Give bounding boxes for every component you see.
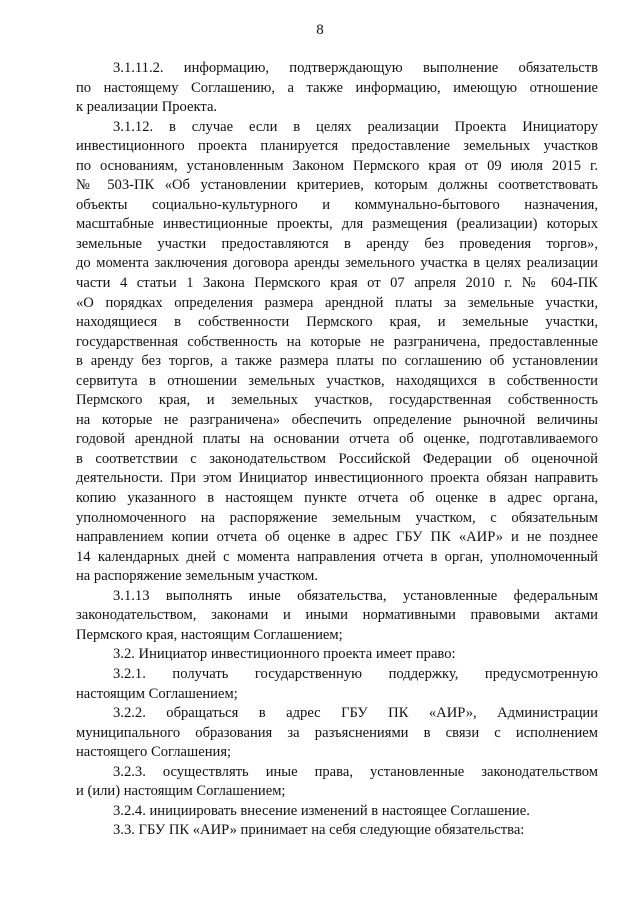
text-line: уполномоченного на распоряжение земельным участком, с обязательным xyxy=(76,509,598,526)
text-line: 3.3. ГБУ ПК «АИР» принимает на себя следующие обязательства: xyxy=(113,822,525,839)
page-number: 8 xyxy=(316,22,324,38)
text-line: муниципального образования за разъяснениями в связи с исполнением xyxy=(76,724,598,741)
text-line: № 503-ПК «Об установлении критериев, которым должны соответствовать xyxy=(76,177,598,194)
text-line: 3.2.3. осуществлять иные права, установленные законодательством xyxy=(113,763,598,780)
text-line: к реализации Проекта. xyxy=(76,99,218,116)
text-line: 3.2.4. инициировать внесение изменений в настоящее Соглашение. xyxy=(113,802,530,819)
text-line: до момента заключения договора аренды земельного участка в целях реализации xyxy=(76,255,598,272)
paragraph xyxy=(76,59,598,118)
paragraph xyxy=(76,645,598,665)
text-line: 3.2.1. получать государственную поддержку, предусмотренную xyxy=(113,665,598,682)
text-line: 14 календарных дней с момента направления отчета в орган, уполномоченный xyxy=(76,548,598,565)
text-line: 3.1.13 выполнять иные обязательства, установленные федеральным xyxy=(113,587,598,604)
text-line: годовой арендной платы на основании отчета об оценке, подготавливаемого xyxy=(76,431,598,448)
text-line: на которые не разграничена» обеспечить определение рыночной величины xyxy=(76,411,598,428)
text-line: копию указанного в настоящем пункте отчета об оценке в адрес органа, xyxy=(76,490,598,507)
text-line: 3.2. Инициатор инвестиционного проекта имеет право: xyxy=(113,646,456,663)
text-line: настоящим Соглашением; xyxy=(76,685,238,702)
text-line: настоящего Соглашения; xyxy=(76,744,232,761)
text-line: Пермского края, и земельных участков, государственная собственность xyxy=(76,392,598,409)
text-line: в аренду без торгов, а также размера платы по соглашению об установлении xyxy=(76,353,598,370)
text-line: деятельности. При этом Инициатор инвестиционного проекта обязан направить xyxy=(76,470,598,487)
text-line: 3.2.2. обращаться в адрес ГБУ ПК «АИР», Администрации xyxy=(113,705,598,722)
text-line: направлением копии отчета об оценке в адрес ГБУ ПК «АИР» и не позднее xyxy=(76,529,598,546)
text-line: «О порядках определения размера арендной платы за земельные участки, xyxy=(76,294,598,311)
paragraph xyxy=(76,118,598,587)
text-line: инвестиционного проекта планируется предоставление земельных участков xyxy=(76,138,598,155)
text-line: по настоящему Соглашению, а также информацию, имеющую отношение xyxy=(76,79,598,96)
text-line: масштабные инвестиционные проекты, для размещения (реализации) которых xyxy=(76,216,598,233)
text-line: по основаниям, установленным Законом Пермского края от 09 июля 2015 г. xyxy=(76,157,598,174)
paragraph xyxy=(76,802,598,822)
paragraph xyxy=(76,704,598,763)
text-line: 3.1.11.2. информацию, подтверждающую выполнение обязательств xyxy=(113,60,598,76)
text-line: части 4 статьи 1 Закона Пермского края от 07 апреля 2010 г. № 604-ПК xyxy=(76,275,598,292)
text-line: законодательством, законами и иными нормативными правовыми актами xyxy=(76,607,598,624)
text-line: Пермского края, настоящим Соглашением; xyxy=(76,626,343,643)
text-line: государственная собственность на которые не разграничена, предоставленные xyxy=(76,333,598,350)
text-line: сервитута в отношении земельных участков, находящихся в собственности xyxy=(76,372,598,389)
text-line: в соответствии с законодательством Российской Федерации об оценочной xyxy=(76,450,598,467)
text-line: и (или) настоящим Соглашением; xyxy=(76,783,286,800)
text-line: находящиеся в собственности Пермского края, и земельные участки, xyxy=(76,314,598,331)
text-line: объекты социально-культурного и коммунально-бытового назначения, xyxy=(76,196,598,213)
paragraph xyxy=(76,587,598,646)
paragraph xyxy=(76,763,598,802)
text-line: на распоряжение земельным участком. xyxy=(76,568,319,585)
text-line: 3.1.12. в случае если в целях реализации Проекта Инициатору xyxy=(113,118,598,135)
paragraph xyxy=(76,665,598,704)
document-body xyxy=(76,59,598,841)
paragraph xyxy=(76,821,598,841)
text-line: земельные участки предоставляются в аренду без проведения торгов», xyxy=(76,235,598,252)
